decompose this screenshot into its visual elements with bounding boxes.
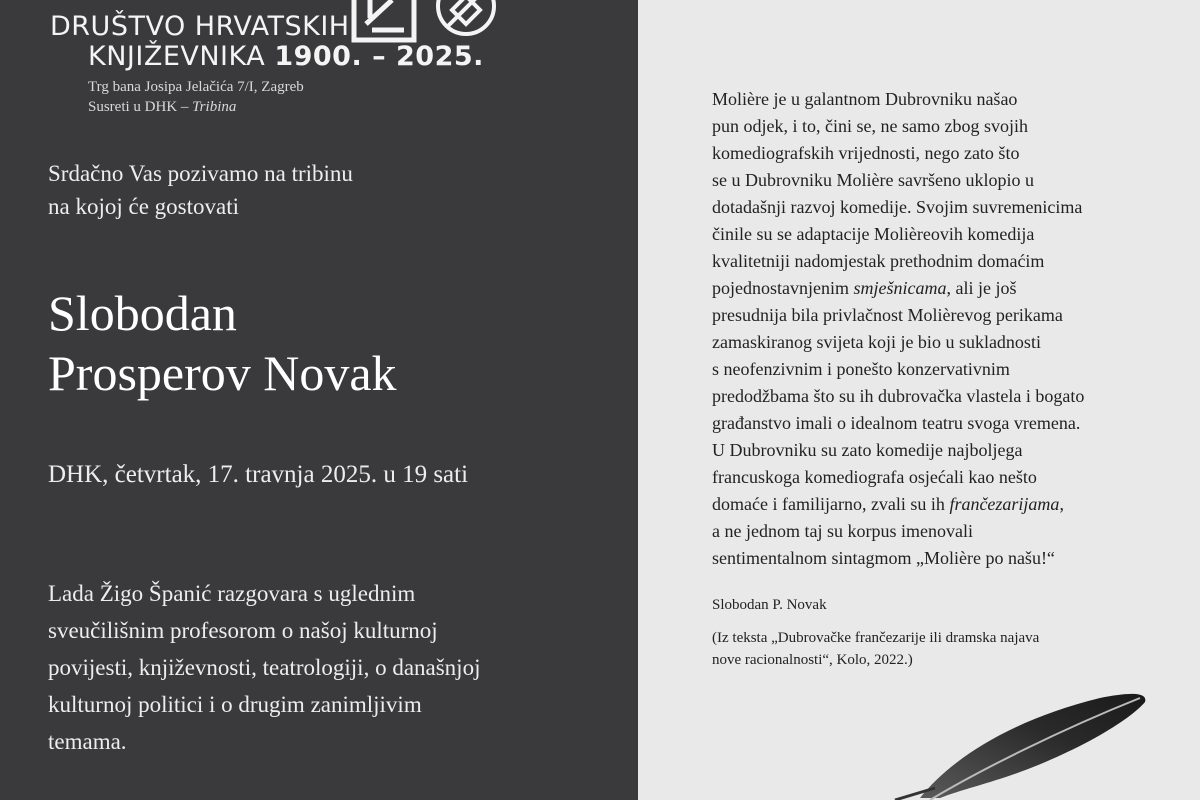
guest-name-line1: Slobodan [48, 285, 237, 341]
quote-line: s neofenzivnim i ponešto konzervativnim [712, 359, 1010, 379]
quote-line: komediografskih vrijednosti, nego zato što [712, 143, 1020, 163]
address-text: Trg bana Josipa Jelačića 7/I, Zagreb [88, 79, 304, 95]
quote-line: U Dubrovniku su zato komedije najboljega [712, 440, 1023, 460]
quote-line: Molière je u galantnom Dubrovniku našao [712, 89, 1018, 109]
quote-line: sentimentalnom sintagmom „Molière po našu!“ [712, 548, 1055, 568]
org-name-line1: DRUŠTVO HRVATSKIH [50, 11, 350, 42]
quote-author: Slobodan P. Novak [712, 597, 827, 613]
feather-quill-icon [800, 680, 1160, 800]
quote-line: a ne jednom taj su korpus imenovali [712, 521, 973, 541]
series-line [88, 97, 304, 117]
invitation-line2: na kojoj će gostovati [48, 194, 239, 219]
quote-fragment: , [1059, 494, 1064, 514]
description-line4: kulturnoj politici i o drugim zanimljivim [48, 692, 422, 717]
quote-line: predodžbama što su ih dubrovačka vlastela i bogato [712, 386, 1085, 406]
guest-name [48, 283, 397, 403]
event-description [48, 575, 608, 760]
series-prefix: Susreti u DHK – [88, 99, 189, 115]
guest-name-line2: Prosperov Novak [48, 345, 397, 401]
quote-line: kvalitetniji nadomjestak prethodnim domaćim [712, 251, 1045, 271]
quote-fragment: pojednostavnjenim [712, 278, 854, 298]
address-block [88, 77, 304, 117]
quote-text [712, 86, 1152, 572]
dhk-logo-icon [342, 0, 542, 50]
quote-fragment: domaće i familijarno, zvali su ih [712, 494, 950, 514]
quote-italic: frančezarijama [949, 494, 1060, 514]
quote-line: pun odjek, i to, čini se, ne samo zbog svojih [712, 116, 1028, 136]
invitation-text [48, 157, 353, 223]
description-line3: povijesti, književnosti, teatrologiji, o današnjoj [48, 655, 481, 680]
source-line2: nove racionalnosti“, Kolo, 2022.) [712, 652, 913, 668]
series-name: Tribina [192, 99, 237, 115]
quote-line: dotadašnji razvoj komedije. Svojim suvremenicima [712, 197, 1083, 217]
org-years: 1900. – 2025. [274, 41, 484, 72]
quote-line: francuskoga komediografa osjećali kao nešto [712, 467, 1037, 487]
quote-line: presudnija bila privlačnost Molièrevog perikama [712, 305, 1063, 325]
quote-line: činile su se adaptacije Molièreovih komedija [712, 224, 1035, 244]
quote-line [712, 491, 1152, 518]
quote-fragment: , ali je još [946, 278, 1017, 298]
description-line5: temama. [48, 729, 127, 754]
quote-line: zamaskiranog svijeta koji je bio u sukladnosti [712, 332, 1041, 352]
description-line1: Lada Žigo Španić razgovara s uglednim [48, 581, 416, 606]
quote-line: se u Dubrovniku Molière savršeno uklopio u [712, 170, 1034, 190]
invitation-line1: Srdačno Vas pozivamo na tribinu [48, 161, 353, 186]
org-name-line2-text: KNJIŽEVNIKA [88, 41, 266, 72]
quote-italic: smješnicama [853, 278, 947, 298]
quote-line: građanstvo imali o idealnom teatru svoga vremena. [712, 413, 1081, 433]
event-date: DHK, četvrtak, 17. travnja 2025. u 19 sati [48, 461, 469, 488]
quote-line [712, 275, 1152, 302]
source-line1: (Iz teksta „Dubrovačke frančezarije ili dramska najava [712, 630, 1040, 646]
quote-source [712, 627, 1132, 671]
description-line2: sveučilišnim profesorom o našoj kulturnoj [48, 618, 438, 643]
